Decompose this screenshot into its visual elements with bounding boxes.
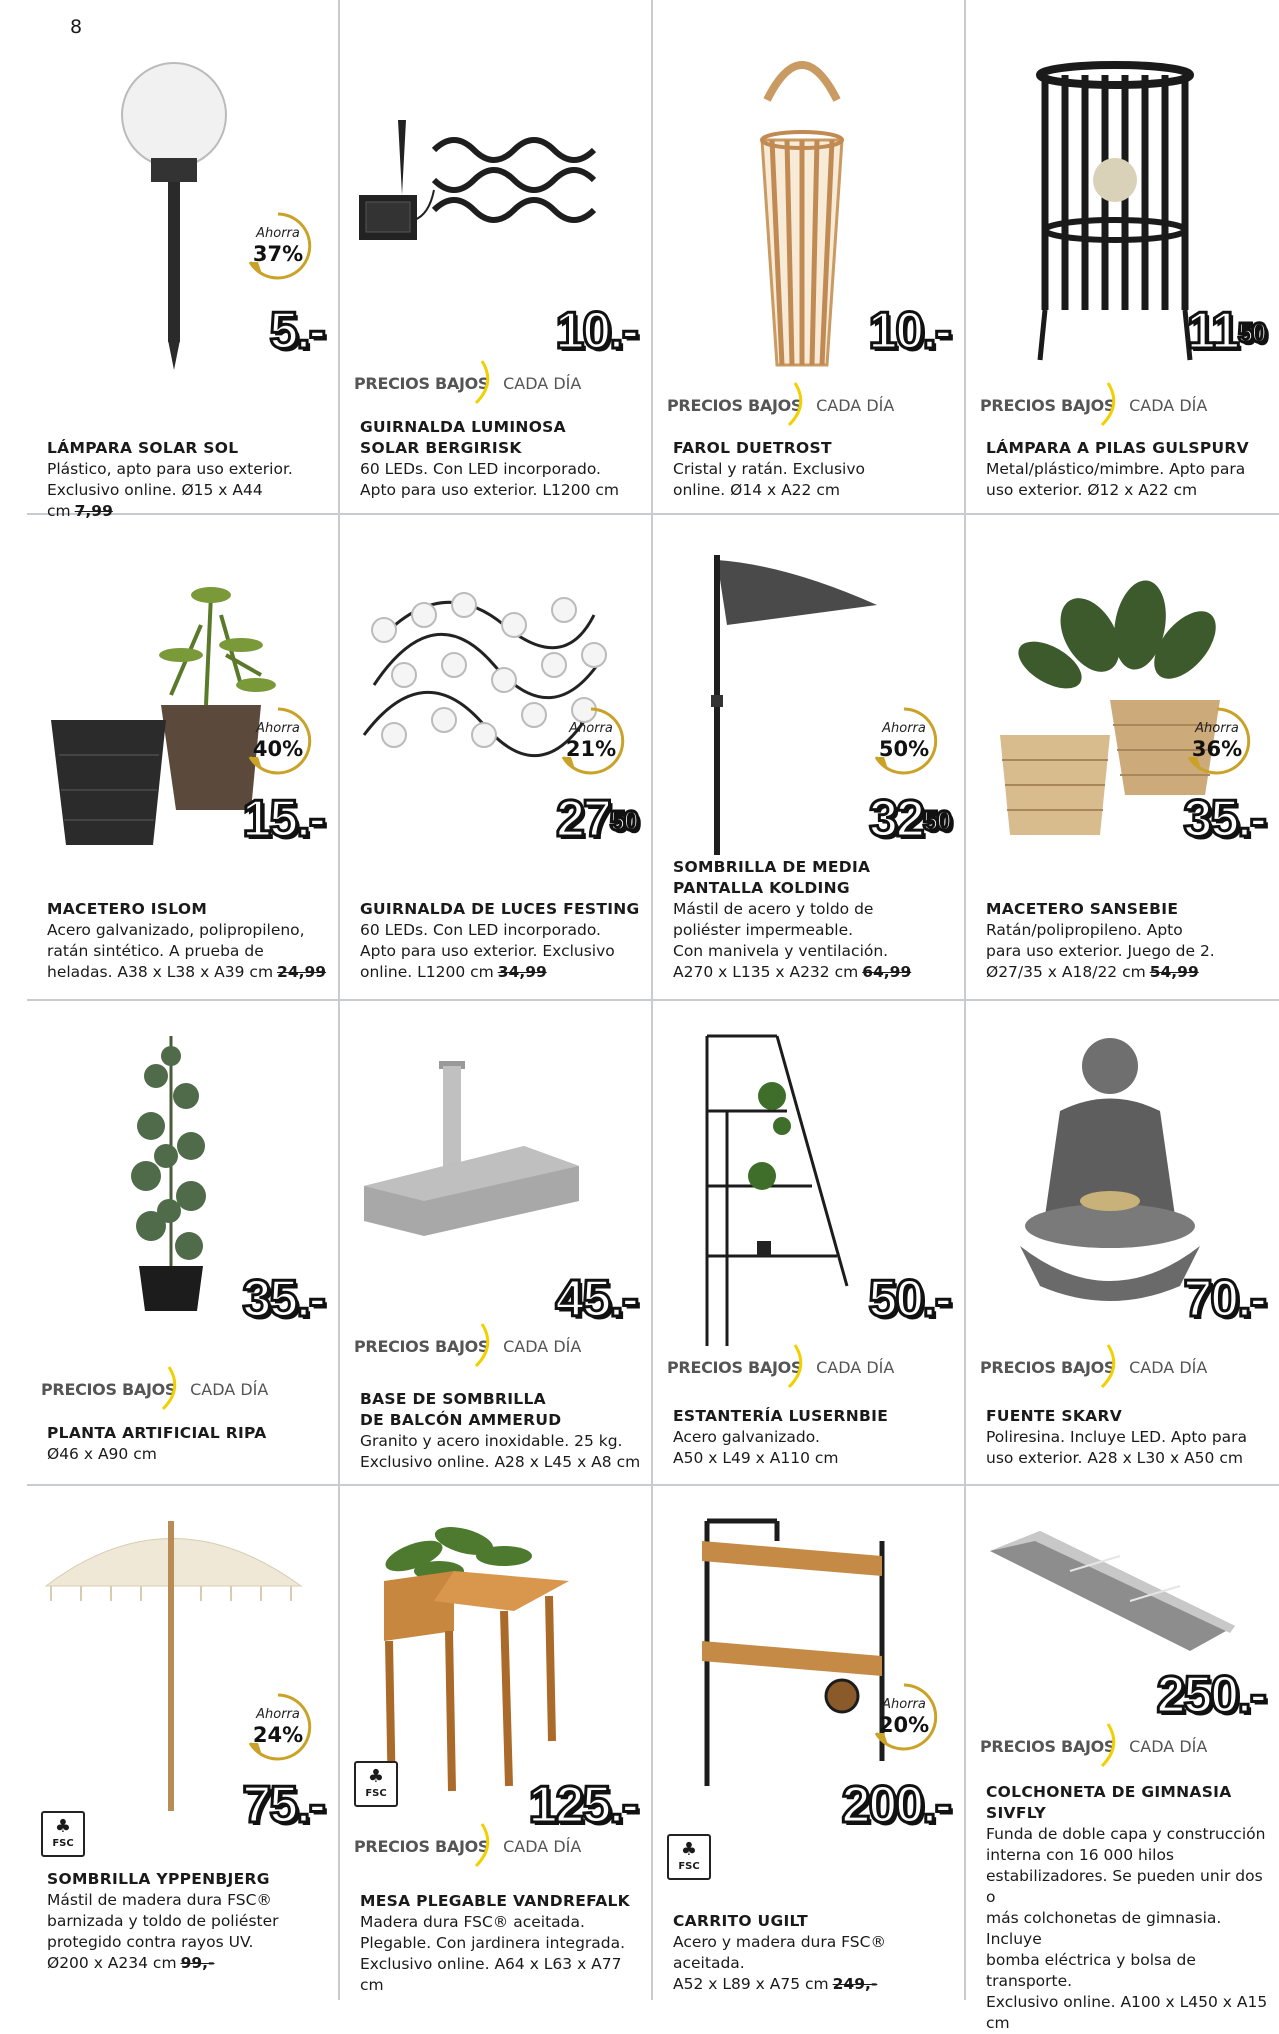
precios-bajos-badge [354,1826,581,1866]
product-title: MACETERO ISLOM [47,900,208,918]
savings-label: Ahorra [256,721,300,736]
precios-bajos-bold: PRECIOS BAJOS [980,395,1116,415]
product-desc: Mástil de acero y toldo de [673,900,874,918]
product-text [673,857,954,983]
price [556,790,637,848]
product-title: PANTALLA KOLDING [673,879,850,897]
old-price: 24,99 [277,963,327,981]
product-grid [27,0,1279,2032]
swoosh-icon [1098,1722,1124,1770]
price [528,1776,637,1834]
swoosh-icon [472,1322,498,1370]
product-card[interactable] [966,0,1279,515]
product-title: ESTANTERÍA LUSERNBIE [673,1407,889,1425]
savings-badge [242,210,314,282]
product-title: LÁMPARA A PILAS GULSPURV [986,439,1249,457]
swoosh-icon [1098,1343,1124,1391]
precios-bajos-bold: PRECIOS BAJOS [354,1336,490,1356]
price-int: 11 [1186,302,1238,360]
product-card[interactable] [340,515,653,1001]
product-desc: Metal/plástico/mimbre. Apto para [986,460,1246,478]
savings-value: 24% [252,1723,304,1747]
price [1186,302,1265,360]
price-int: 70.- [1183,1270,1265,1328]
product-card[interactable] [966,1486,1279,2032]
swoosh-icon [785,381,811,429]
product-card[interactable] [653,515,966,1001]
price-decimals: 50 [922,805,950,836]
product-image [41,40,306,375]
precios-bajos-badge [980,1347,1207,1387]
product-text [360,1891,641,1996]
fsc-label: FSC [678,1861,700,1872]
precios-bajos-badge [354,363,581,403]
savings-value: 20% [878,1713,930,1737]
product-desc: online. Ø14 x A22 cm [673,481,840,499]
product-title: COLCHONETA DE GIMNASIA [986,1783,1232,1801]
price [1183,1270,1265,1328]
precios-bajos-rest: CADA DÍA [503,373,582,393]
swoosh-icon [472,1822,498,1870]
precios-bajos-bold: PRECIOS BAJOS [667,395,803,415]
price [269,302,324,360]
product-desc: Acero galvanizado, polipropileno, [47,921,305,939]
price-int: 10.- [868,302,950,360]
product-text [673,1911,954,1995]
product-desc: Acero galvanizado. [673,1428,820,1446]
price-int: 15.- [242,790,324,848]
product-card[interactable] [966,1001,1279,1486]
product-text [360,417,641,501]
price-int: 10.- [555,302,637,360]
product-title: FUENTE SKARV [986,1407,1122,1425]
product-title: BASE DE SOMBRILLA [360,1390,546,1408]
product-text [986,1406,1269,1469]
product-desc: Funda de doble capa y construcción [986,1825,1266,1843]
product-card[interactable] [27,1486,340,2000]
savings-label: Ahorra [882,1697,926,1712]
swoosh-icon [1098,381,1124,429]
product-desc: Exclusivo online. A100 x L450 x A15 cm [986,1993,1268,2032]
price [242,790,324,848]
product-card[interactable] [340,1486,653,2000]
price-int: 27 [556,790,610,848]
product-desc: Ø27/35 x A18/22 cm 54,99 [986,963,1199,981]
precios-bajos-rest: CADA DÍA [1129,1357,1208,1377]
product-card[interactable] [653,1001,966,1486]
savings-value: 50% [878,737,930,761]
product-title: GUIRNALDA DE LUCES FESTING [360,900,640,918]
price-int: 200.- [841,1776,950,1834]
price [555,302,637,360]
product-desc: uso exterior. Ø12 x A22 cm [986,481,1198,499]
savings-badge [242,1691,314,1763]
price-int: 32 [869,790,923,848]
product-text [986,1782,1269,2034]
precios-bajos-bold: PRECIOS BAJOS [41,1379,177,1399]
fsc-label: FSC [365,1788,387,1799]
old-price: 34,99 [497,963,547,981]
precios-bajos-bold: PRECIOS BAJOS [667,1357,803,1377]
product-desc: Apto para uso exterior. Exclusivo [360,942,615,960]
product-desc: A270 x L135 x A232 cm 64,99 [673,963,912,981]
product-text [360,899,641,983]
product-text [47,899,328,983]
swoosh-icon [159,1365,185,1413]
price [868,302,950,360]
product-text [360,1389,641,1473]
precios-bajos-rest: CADA DÍA [816,1357,895,1377]
page-number: 8 [70,16,83,38]
precios-bajos-bold: PRECIOS BAJOS [980,1357,1116,1377]
price [1156,1666,1265,1724]
product-title: SOMBRILLA DE MEDIA [673,858,871,876]
product-title: GUIRNALDA LUMINOSA [360,418,566,436]
product-desc: Con manivela y ventilación. [673,942,889,960]
product-desc: Exclusivo online. A64 x L63 x A77 cm [360,1955,622,1994]
savings-label: Ahorra [256,226,300,241]
product-desc: interna con 16 000 hilos [986,1846,1175,1864]
precios-bajos-rest: CADA DÍA [190,1379,269,1399]
savings-label: Ahorra [882,721,926,736]
old-price: 54,99 [1149,963,1199,981]
precios-bajos-rest: CADA DÍA [503,1836,582,1856]
price [868,1270,950,1328]
precios-bajos-rest: CADA DÍA [1129,395,1208,415]
savings-badge [242,705,314,777]
product-desc: barnizada y toldo de poliéster [47,1912,279,1930]
product-desc: poliéster impermeable. [673,921,854,939]
precios-bajos-badge [667,1347,894,1387]
savings-value: 36% [1191,737,1243,761]
old-price: 249,- [832,1975,878,1993]
product-desc: Apto para uso exterior. L1200 cm [360,481,620,499]
precios-bajos-rest: CADA DÍA [1129,1736,1208,1756]
precios-bajos-badge [41,1369,268,1409]
price-int: 5.- [269,302,324,360]
product-text [47,1869,328,1974]
product-title: SOLAR BERGIRISK [360,439,522,457]
savings-badge [868,705,940,777]
product-title: MESA PLEGABLE VANDREFALK [360,1892,630,1910]
savings-badge [1181,705,1253,777]
tree-icon: ♣ [680,1839,698,1860]
precios-bajos-badge [980,385,1207,425]
price-int: 250.- [1156,1666,1265,1724]
product-card[interactable] [966,515,1279,1001]
price-int: 35.- [242,1270,324,1328]
product-text [673,438,954,501]
price [242,1776,324,1834]
product-title: FAROL DUETROST [673,439,832,457]
product-card[interactable] [653,0,966,515]
swoosh-icon [472,359,498,407]
product-desc: Exclusivo online. Ø15 x A44 cm 7,99 [47,481,263,520]
savings-value: 21% [565,737,617,761]
fsc-logo [354,1761,398,1807]
savings-label: Ahorra [256,1707,300,1722]
product-card[interactable] [340,1001,653,1486]
price-int: 75.- [242,1776,324,1834]
product-desc: heladas. A38 x L38 x A39 cm 24,99 [47,963,327,981]
precios-bajos-bold: PRECIOS BAJOS [354,373,490,393]
product-desc: 60 LEDs. Con LED incorporado. [360,921,601,939]
fsc-label: FSC [52,1838,74,1849]
product-desc: Exclusivo online. A28 x L45 x A8 cm [360,1453,641,1471]
product-text [47,438,328,522]
fsc-logo [667,1834,711,1880]
product-desc: Mástil de madera dura FSC® [47,1891,272,1909]
product-title: CARRITO UGILT [673,1912,809,1930]
tree-icon: ♣ [367,1766,385,1787]
product-desc: A50 x L49 x A110 cm [673,1449,839,1467]
product-desc: Ratán/polipropileno. Apto [986,921,1183,939]
fsc-logo [41,1811,85,1857]
price-int: 125.- [528,1776,637,1834]
product-card[interactable] [653,1486,966,2000]
product-desc: Acero y madera dura FSC® aceitada. [673,1933,886,1972]
price-int: 50.- [868,1270,950,1328]
product-desc: Plástico, apto para uso exterior. [47,460,293,478]
price [1183,790,1265,848]
product-desc: protegido contra rayos UV. [47,1933,254,1951]
product-desc: estabilizadores. Se pueden unir dos o [986,1867,1263,1906]
product-desc: Cristal y ratán. Exclusivo [673,460,865,478]
price [242,1270,324,1328]
product-title: LÁMPARA SOLAR SOL [47,439,239,457]
product-desc: A52 x L89 x A75 cm 249,- [673,1975,878,1993]
precios-bajos-bold: PRECIOS BAJOS [980,1736,1116,1756]
product-desc: Poliresina. Incluye LED. Apto para [986,1428,1248,1446]
product-card[interactable] [27,515,340,1001]
product-text [986,438,1269,501]
product-title: SIVFLY [986,1804,1047,1822]
swoosh-icon [785,1343,811,1391]
precios-bajos-badge [980,1726,1207,1766]
savings-label: Ahorra [569,721,613,736]
savings-value: 37% [252,242,304,266]
product-desc: online. L1200 cm 34,99 [360,963,547,981]
product-title: SOMBRILLA YPPENBJERG [47,1870,270,1888]
price [869,790,950,848]
price-decimals: 50 [1237,317,1265,348]
product-desc: Ø200 x A234 cm 99,- [47,1954,215,1972]
old-price: 99,- [180,1954,215,1972]
product-title: PLANTA ARTIFICIAL RIPA [47,1424,267,1442]
product-desc: ratán sintético. A prueba de [47,942,264,960]
price-int: 45.- [555,1270,637,1328]
product-card[interactable] [27,1001,340,1486]
precios-bajos-bold: PRECIOS BAJOS [354,1836,490,1856]
product-text [673,1406,954,1469]
product-title: MACETERO SANSEBIE [986,900,1179,918]
product-card[interactable] [340,0,653,515]
old-price: 64,99 [862,963,912,981]
product-desc: Ø46 x A90 cm [47,1445,157,1463]
product-text [47,1423,328,1465]
product-desc: 60 LEDs. Con LED incorporado. [360,460,601,478]
precios-bajos-rest: CADA DÍA [816,395,895,415]
savings-value: 40% [252,737,304,761]
product-desc: para uso exterior. Juego de 2. [986,942,1215,960]
product-title: DE BALCÓN AMMERUD [360,1411,562,1429]
price-int: 35.- [1183,790,1265,848]
old-price: 7,99 [74,502,113,520]
price-decimals: 50 [609,805,637,836]
savings-badge [868,1681,940,1753]
product-desc: Plegable. Con jardinera integrada. [360,1934,626,1952]
price [555,1270,637,1328]
product-desc: bomba eléctrica y bolsa de transporte. [986,1951,1196,1990]
product-text [986,899,1269,983]
product-desc: Granito y acero inoxidable. 25 kg. [360,1432,623,1450]
precios-bajos-badge [667,385,894,425]
product-desc: Madera dura FSC® aceitada. [360,1913,585,1931]
savings-label: Ahorra [1195,721,1239,736]
product-desc: uso exterior. A28 x L30 x A50 cm [986,1449,1243,1467]
product-desc: más colchonetas de gimnasia. Incluye [986,1909,1222,1948]
tree-icon: ♣ [54,1816,72,1837]
precios-bajos-badge [354,1326,581,1366]
savings-badge [555,705,627,777]
price [841,1776,950,1834]
product-card[interactable] [27,0,340,520]
precios-bajos-rest: CADA DÍA [503,1336,582,1356]
